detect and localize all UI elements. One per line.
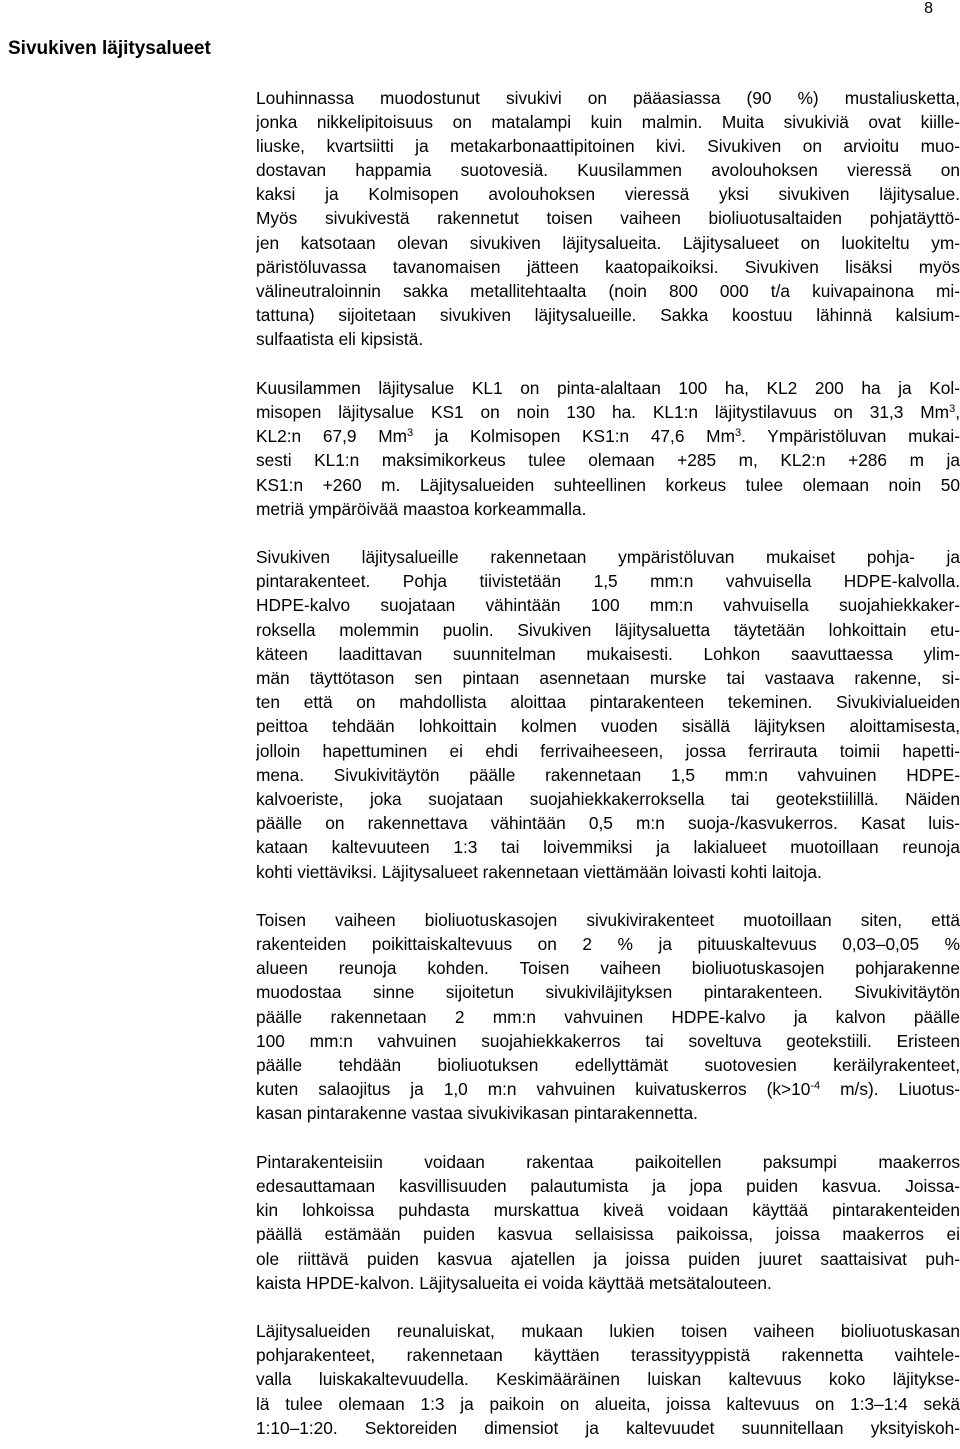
- paragraph-gap: [256, 1295, 960, 1319]
- text-run: valla luiskakaltevuudella. Keskimääräinen luiskan kaltevuus koko läjitykse-: [256, 1369, 960, 1390]
- text-line: [256, 182, 960, 206]
- text-run: ole riittävä puiden kasvua ajatellen ja joissa puiden juuret saattaisivat puh-: [256, 1248, 960, 1269]
- superscript: -4: [810, 1080, 821, 1093]
- text-run: rakenteiden poikittaiskaltevuus on 2 % ja pituuskaltevuus 0,03–0,05 %: [256, 934, 960, 955]
- text-line: [256, 932, 960, 956]
- text-run: päälle tehdään bioliuotuksen edellyttämät suotovesien keräilyrakenteet,: [256, 1055, 960, 1075]
- text-run: HDPE-kalvo suojataan vähintään 100 mm:n vahvuisella suojahiekkaker-: [256, 595, 960, 616]
- text-run: liuske, kvartsiitti ja metakarbonaattipitoinen kivi. Sivukiven on arvioitu muo-: [256, 135, 960, 156]
- text-line: [256, 1343, 960, 1367]
- text-run: män täyttötason sen pintaan asennetaan murske tai vastaava rakenne, si-: [256, 668, 960, 688]
- text-run: ,: [955, 401, 960, 422]
- text-line: [256, 206, 960, 230]
- text-line: [256, 279, 960, 303]
- text-run: pohjarakenteet, rakennetaan käyttäen terassityyppistä rakennetta vaihtele-: [256, 1345, 960, 1366]
- text-run: kataan kaltevuuteen 1:3 tai loivemmiksi ja lakialueet muotoillaan reunoja: [256, 837, 960, 858]
- text-run: misopen läjitysalue KS1 on noin 130 ha. KL1:n läjitystilavuus on 31,3 Mm: [256, 401, 950, 422]
- text-line: [256, 134, 960, 158]
- text-line: [256, 1271, 960, 1295]
- text-run: pintarakenteet. Pohja tiivistetään 1,5 mm:n vahvuisella HDPE-kalvolla.: [256, 571, 960, 592]
- text-run: edesauttamaan kasvillisuuden palautumista ja jopa puiden kasvua. Joissa-: [256, 1175, 960, 1196]
- text-run: käteen laadittavan suunnitelman mukaisesti. Lohkon saavuttaessa ylim-: [256, 643, 960, 664]
- text-run: . Ympäristöluvan mukai-: [741, 426, 960, 447]
- text-line: [256, 1367, 960, 1391]
- text-run: ja Kolmisopen KS1:n 47,6 Mm: [413, 426, 735, 447]
- text-line: [256, 1029, 960, 1053]
- text-line: [256, 376, 960, 400]
- paragraph: [256, 908, 960, 1126]
- text-line: [256, 811, 960, 835]
- text-run: 100 mm:n vahvuinen suojahiekkakerros tai soveltuva geotekstiili. Eristeen: [256, 1030, 960, 1051]
- text-line: [256, 739, 960, 763]
- text-run: Pintarakenteisiin voidaan rakentaa paikoitellen paksumpi maakerros: [256, 1151, 960, 1172]
- text-run: kohti viettäviksi. Läjitysalueet rakennetaan viettämään loivasti kohti laitoja.: [256, 861, 822, 882]
- text-run: jolloin hapettuminen ei ehdi ferrivaiheeseen, jossa ferrirauta toimii hapetti-: [256, 740, 960, 761]
- text-line: [256, 1150, 960, 1174]
- text-line: [256, 86, 960, 110]
- paragraph-gap: [256, 884, 960, 908]
- text-run: m/s). Liuotus-: [820, 1079, 960, 1100]
- text-line: [256, 231, 960, 255]
- body-text: [256, 86, 960, 1441]
- paragraph-gap: [256, 1126, 960, 1150]
- text-run: Kuusilammen läjitysalue KL1 on pinta-alaltaan 100 ha, KL2 200 ha ja Kol-: [256, 377, 960, 398]
- text-run: kaista HPDE-kalvon. Läjitysalueita ei voida käyttää metsätalouteen.: [256, 1272, 772, 1293]
- text-line: [256, 1077, 960, 1101]
- paragraph-gap: [256, 521, 960, 545]
- text-line: [256, 1392, 960, 1416]
- text-run: tattuna) sijoitetaan sivukiven läjitysalueille. Sakka koostuu lähinnä kalsium-: [256, 305, 960, 326]
- paragraph: [256, 545, 960, 884]
- text-run: roksella molemmin puolin. Sivukiven läjitysaluetta täytetään lohkoittain etu-: [256, 619, 960, 640]
- superscript: 3: [949, 402, 956, 415]
- superscript: 3: [734, 427, 742, 440]
- text-run: sulfaatista eli kipsistä.: [256, 329, 424, 350]
- text-run: metriä ympäröivää maastoa korkeammalla.: [256, 498, 587, 519]
- text-line: [256, 110, 960, 134]
- text-line: [256, 835, 960, 859]
- superscript: 3: [407, 427, 414, 440]
- text-line: [256, 714, 960, 738]
- text-line: [256, 1101, 960, 1125]
- text-line: [256, 473, 960, 497]
- text-line: [256, 690, 960, 714]
- text-line: [256, 666, 960, 690]
- text-run: Louhinnassa muodostunut sivukivi on pääasiassa (90 %) mustaliusketta,: [256, 87, 960, 108]
- text-line: [256, 593, 960, 617]
- text-line: [256, 497, 960, 521]
- text-line: [256, 400, 960, 424]
- text-line: [256, 642, 960, 666]
- text-line: [256, 908, 960, 932]
- text-run: kaksi ja Kolmisopen avolouhoksen vieressä yksi sivukiven läjitysalue.: [256, 184, 960, 205]
- text-run: KL2:n 67,9 Mm: [256, 426, 408, 447]
- text-line: [256, 787, 960, 811]
- section-title: Sivukiven läjitysalueet: [8, 38, 211, 59]
- text-run: välineutraloinnin sakka metallitehtaalta (noin 800 000 t/a kuivapainona mi-: [256, 281, 960, 301]
- text-run: ten että on mahdollista aloittaa pintarakenteen tekeminen. Sivukivialueiden: [256, 692, 960, 713]
- text-run: alueen reunoja kohden. Toisen vaiheen bioliuotuskasojen pohjarakenne: [256, 958, 960, 979]
- text-line: [256, 1005, 960, 1029]
- text-line: [256, 424, 960, 448]
- text-run: jonka nikkelipitoisuus on matalampi kuin malmin. Muita sivukiviä ovat kiille-: [256, 111, 960, 132]
- text-line: [256, 545, 960, 569]
- paragraph-gap: [256, 352, 960, 376]
- text-line: [256, 1174, 960, 1198]
- text-line: [256, 860, 960, 884]
- page-number: 8: [924, 0, 933, 17]
- text-run: kasan pintarakenne vastaa sivukivikasan pintarakennetta.: [256, 1103, 698, 1124]
- text-run: muodostaa sinne sijoitetun sivukiviläjityksen pintarakenteen. Sivukivitäytön: [256, 982, 960, 1003]
- text-run: kuten salaojitus ja 1,0 m:n vahvuinen kuivatuskerros (k>10: [256, 1079, 811, 1100]
- text-line: [256, 303, 960, 327]
- text-run: KS1:n +260 m. Läjitysalueiden suhteellinen korkeus tulee olemaan noin 50: [256, 474, 960, 495]
- paragraph: [256, 86, 960, 352]
- text-run: päälle rakennetaan 2 mm:n vahvuinen HDPE-kalvo ja kalvon päälle: [256, 1006, 960, 1027]
- text-line: [256, 158, 960, 182]
- text-run: Läjitysalueiden reunaluiskat, mukaan lukien toisen vaiheen bioliuotuskasan: [256, 1321, 960, 1342]
- text-run: 1:10–1:20. Sektoreiden dimensiot ja kaltevuudet suunnitellaan yksityiskoh-: [256, 1417, 960, 1438]
- text-run: Sivukiven läjitysalueille rakennetaan ympäristöluvan mukaiset pohja- ja: [256, 547, 960, 568]
- text-line: [256, 980, 960, 1004]
- text-run: päälle on rakennettava vähintään 0,5 m:n suoja-/kasvukerros. Kasat luis-: [256, 813, 960, 834]
- paragraph: [256, 1150, 960, 1295]
- text-line: [256, 569, 960, 593]
- text-line: [256, 1198, 960, 1222]
- text-run: lä tulee olemaan 1:3 ja paikoin on alueita, joissa kaltevuus on 1:3–1:4 sekä: [256, 1393, 960, 1414]
- text-line: [256, 1222, 960, 1246]
- text-run: päällä estämään puiden kasvua sellaisissa paikoissa, joissa maakerros ei: [256, 1224, 960, 1245]
- text-run: sesti KL1:n maksimikorkeus tulee olemaan +285 m, KL2:n +286 m ja: [256, 450, 960, 471]
- text-line: [256, 956, 960, 980]
- paragraph: [256, 376, 960, 521]
- text-line: [256, 763, 960, 787]
- text-line: [256, 1416, 960, 1440]
- text-run: päristöluvassa tavanomaisen jätteen kaatopaikoiksi. Sivukiven lisäksi myös: [256, 256, 960, 277]
- text-line: [256, 327, 960, 351]
- text-line: [256, 255, 960, 279]
- text-run: dostavan happamia suotovesiä. Kuusilammen avolouhoksen vieressä on: [256, 160, 960, 181]
- text-run: kin lohkoissa puhdasta murskattua kiveä voidaan käyttää pintarakenteiden: [256, 1200, 960, 1221]
- text-run: kalvoeriste, joka suojataan suojahiekkakerroksella tai geotekstiilillä. Näiden: [256, 788, 960, 809]
- text-run: Toisen vaiheen bioliuotuskasojen sivukivirakenteet muotoillaan siten, että: [256, 909, 960, 930]
- text-line: [256, 1053, 960, 1077]
- paragraph: [256, 1319, 960, 1440]
- text-run: jen katsotaan olevan sivukiven läjitysalueita. Läjitysalueet on luokiteltu ym-: [256, 232, 960, 253]
- text-line: [256, 448, 960, 472]
- text-line: [256, 618, 960, 642]
- text-run: Myös sivukivestä rakennetut toisen vaiheen bioliuotusaltaiden pohjatäyttö-: [256, 208, 960, 229]
- text-run: mena. Sivukivitäytön päälle rakennetaan 1,5 mm:n vahvuinen HDPE-: [256, 764, 960, 785]
- text-line: [256, 1319, 960, 1343]
- text-run: peittoa tehdään lohkoittain kolmen vuoden sisällä läjityksen aloittamisesta,: [256, 716, 960, 737]
- text-line: [256, 1247, 960, 1271]
